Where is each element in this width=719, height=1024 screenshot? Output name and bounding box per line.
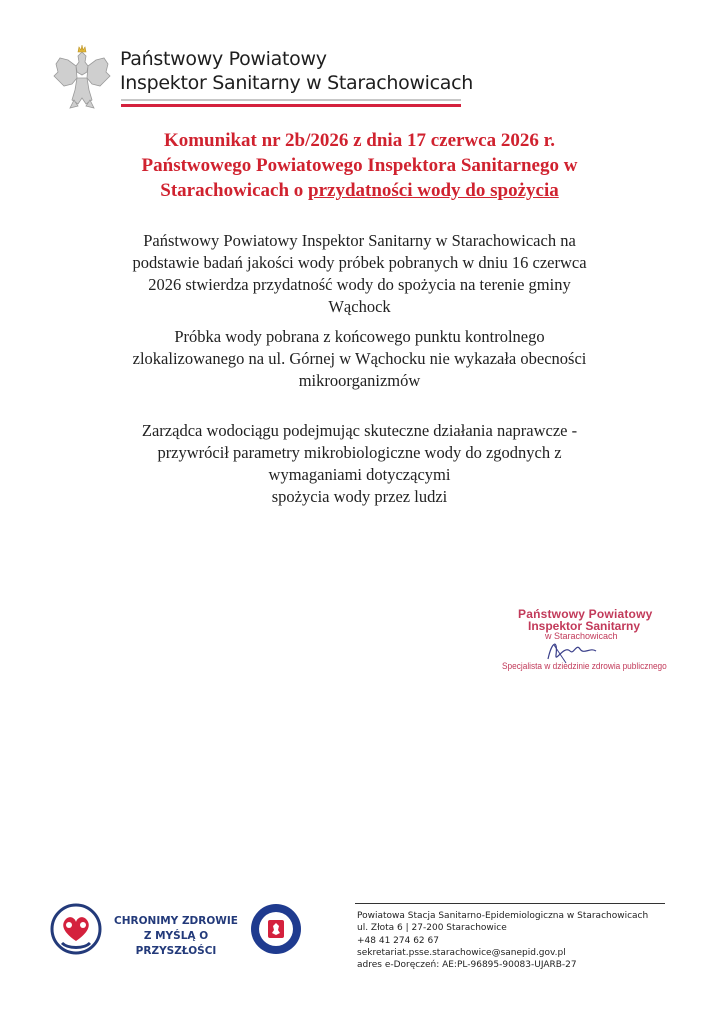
stamp-line1: Państwowy Powiatowy (518, 607, 653, 621)
paragraph-remedial-action (100, 420, 619, 508)
footer-divider (355, 903, 665, 904)
title-line1: Komunikat nr 2b/2026 z dnia 17 czerwca 2026 r. (163, 130, 556, 151)
letterhead (50, 40, 474, 112)
paragraph-line: Wąchock (328, 297, 391, 316)
institution-name-line2: Inspektor Sanitarny w Starachowicach (120, 72, 474, 94)
stamp-position: Specjalista w dziedzinie zdrowia publicznego (502, 661, 667, 671)
heart-hands-logo-icon (50, 903, 102, 955)
footer-slogan (110, 914, 242, 959)
state-sanitary-inspection-badge-icon (250, 903, 302, 955)
footer-org: Powiatowa Stacja Sanitarno-Epidemiologiczna w Starachowicach (357, 911, 649, 921)
stamp-line3: w Starachowicach (545, 631, 618, 641)
footer-contact (357, 910, 648, 971)
paragraph-line: podstawie badań jakości wody próbek pobranych w dniu 16 czerwca (132, 253, 587, 272)
paragraph-line: Próbka wody pobrana z końcowego punktu kontrolnego (174, 327, 545, 346)
paragraph-line: wymaganiami dotyczącymi (268, 465, 451, 484)
header-divider-red (121, 104, 461, 107)
title-line3 (100, 178, 619, 203)
paragraph-line: Państwowy Powiatowy Inspektor Sanitarny w Starachowicach na (143, 231, 576, 250)
footer-address: ul. Złota 6 | 27-200 Starachowice (357, 923, 507, 934)
polish-eagle-emblem-icon (50, 42, 114, 114)
paragraph-line: spożycia wody przez ludzi (271, 487, 448, 506)
paragraph-assessment (100, 230, 619, 318)
paragraph-line: przywrócił parametry mikrobiologiczne wody do zgodnych z (157, 443, 562, 462)
slogan-line2: Z MYŚLĄ O PRZYSZŁOŚCI (135, 930, 217, 957)
slogan-line1: CHRONIMY ZDROWIE (114, 915, 238, 927)
title-line2: Państwowego Powiatowego Inspektora Sanitarnego w (141, 155, 578, 176)
institution-name-line1: Państwowy Powiatowy (120, 48, 327, 70)
footer-edelivery: adres e-Doręczeń: AE:PL-96895-90083-UJARB-27 (357, 960, 577, 971)
paragraph-line: Zarządca wodociągu podejmując skuteczne działania naprawcze - (141, 421, 578, 440)
paragraph-line: mikroorganizmów (298, 371, 421, 390)
title-line3-underlined: przydatności wody do spożycia (308, 180, 559, 201)
header-divider-grey (121, 99, 461, 101)
official-stamp (500, 607, 670, 677)
footer-email[interactable]: sekretariat.psse.starachowice@sanepid.gov.pl (357, 947, 566, 958)
paragraph-line: zlokalizowanego na ul. Górnej w Wąchocku nie wykazała obecności (132, 349, 587, 368)
stamp-line2: Inspektor Sanitarny (528, 619, 641, 633)
paragraph-line: 2026 stwierdza przydatność wody do spożycia na terenie gminy (148, 275, 571, 294)
communique-title (100, 128, 619, 203)
title-line3-prefix: Starachowicach o (160, 180, 309, 201)
footer-phone: +48 41 274 62 67 (357, 935, 439, 946)
paragraph-sample-result (100, 326, 619, 392)
